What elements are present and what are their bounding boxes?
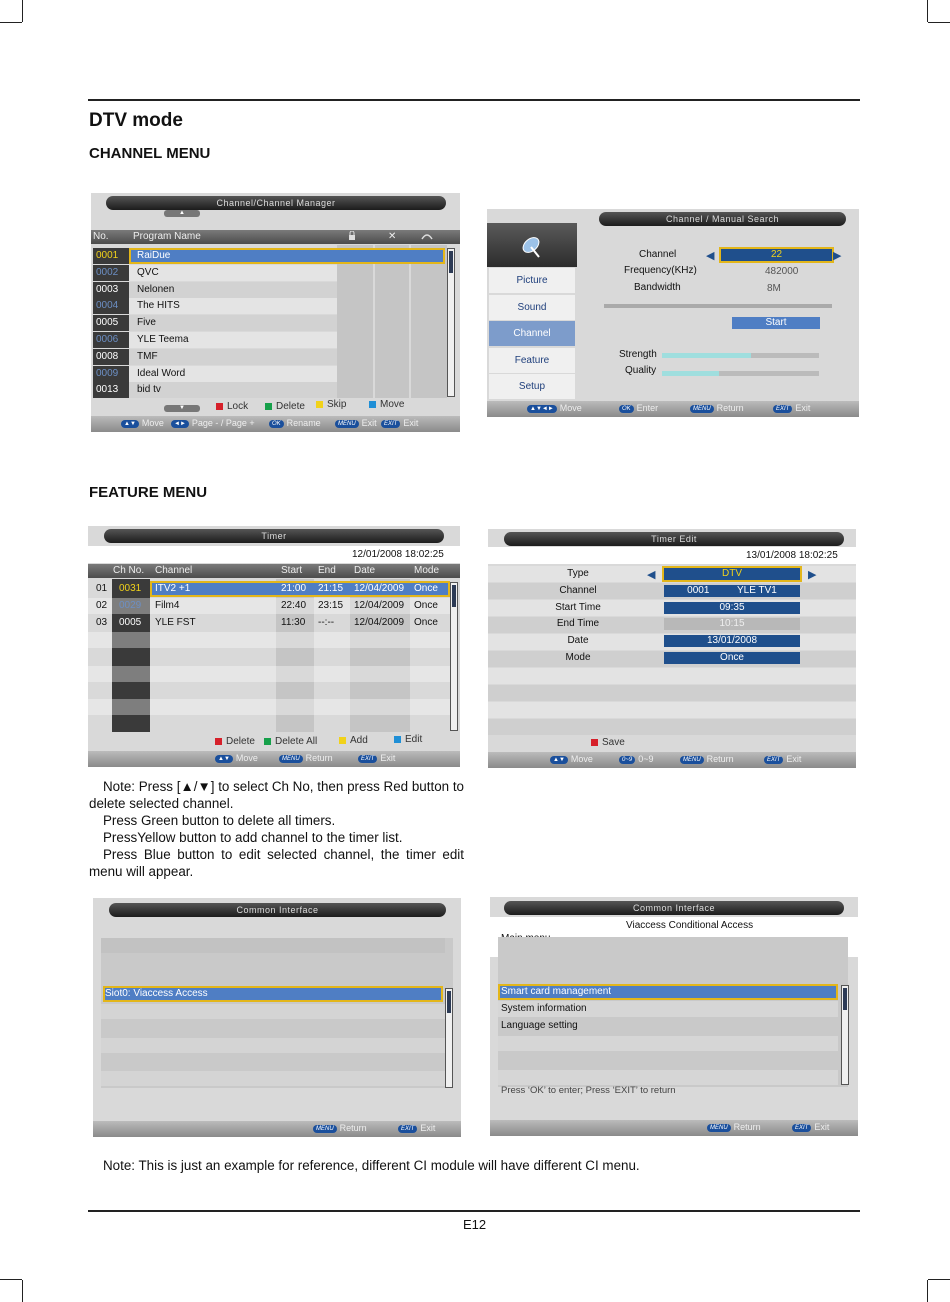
crop-mark [927, 1280, 928, 1302]
start-time: 11:30 [281, 616, 306, 628]
program-name: QVC [137, 266, 159, 278]
table-row[interactable] [129, 332, 337, 348]
scrollbar[interactable] [841, 985, 849, 1085]
timer-row[interactable] [150, 598, 450, 614]
arrow-left-icon[interactable]: ◀ [706, 250, 715, 262]
crop-mark [22, 0, 23, 22]
ci-hint: Press ‘OK’ to enter; Press ‘EXIT’ to return [501, 1085, 676, 1096]
table-row[interactable] [129, 349, 337, 365]
screen-title: Channel / Manual Search [599, 212, 846, 226]
list-item[interactable]: System information [498, 1001, 838, 1017]
field-label: Type [567, 568, 589, 579]
list-item[interactable]: Language setting [501, 1020, 578, 1031]
strength-bar [662, 353, 819, 358]
bandwidth-label: Bandwidth [634, 282, 681, 293]
screen-footer: ▲▼ Move 0~9 0~9 MENU Return EXIT Exit [488, 752, 856, 768]
page-number: E12 [463, 1217, 487, 1232]
menu-item-channel[interactable]: Channel [489, 321, 575, 346]
row-stripe [488, 719, 856, 735]
lock-column [337, 245, 373, 398]
skip-column [411, 245, 447, 398]
field-label: Channel [559, 584, 597, 596]
row-stripe [488, 702, 856, 718]
field-value[interactable]: 10:15 [664, 618, 800, 630]
screen-title: Timer Edit [504, 532, 844, 546]
table-row[interactable] [129, 298, 337, 314]
table-row[interactable] [129, 248, 445, 264]
channel-number: 0008 [93, 349, 129, 365]
datetime: 12/01/2008 18:02:25 [352, 549, 444, 560]
legend-delete-all: Delete All [264, 736, 317, 747]
timer-edit-screen [488, 529, 856, 768]
note-line: PressYellow button to add channel to the timer list. [103, 830, 403, 845]
timer-row[interactable] [150, 615, 450, 631]
mode: Once [414, 616, 438, 628]
channel-number: 0005 [93, 315, 129, 331]
legend-skip: Skip [316, 399, 346, 410]
top-rule [88, 99, 860, 101]
note-line: Press Blue button to edit selected channel, the timer edit menu will appear. [89, 847, 464, 879]
program-name: The HITS [137, 300, 180, 312]
screen-footer: ▲▼◄► Move OK Enter MENU Return EXIT Exit [487, 401, 859, 417]
ci-subtitle: Viaccess Conditional Access [626, 920, 754, 931]
end-time: 23:15 [318, 599, 344, 611]
mode: Once [414, 583, 438, 594]
scroll-up-icon[interactable]: ▲ [164, 210, 200, 217]
crop-mark [927, 0, 928, 22]
crop-mark [22, 1280, 23, 1302]
satellite-dish-icon [519, 233, 547, 259]
screen-footer: MENU Return EXIT Exit [93, 1121, 461, 1137]
delete-icon: ✕ [388, 231, 397, 242]
field-label: Date [567, 635, 589, 647]
start-time: 21:00 [281, 583, 307, 594]
section-channel-menu: CHANNEL MENU [89, 145, 211, 162]
screen-title: Common Interface [109, 903, 446, 917]
lock-icon [347, 231, 357, 246]
note-line: Note: Press [▲/▼] to select Ch No, then press Red button to delete selected channel. [89, 779, 464, 811]
col-name: Program Name [133, 231, 201, 242]
date: 12/04/2009 [354, 599, 405, 611]
arrow-left-icon[interactable]: ◀ [647, 569, 656, 581]
screen-footer: MENU Return EXIT Exit [490, 1120, 858, 1136]
bandwidth-value[interactable]: 8M [767, 283, 781, 294]
screen-title: Timer [104, 529, 444, 543]
program-name: Nelonen [137, 283, 175, 295]
screen-title: Common Interface [504, 901, 844, 915]
channel-number: 0003 [93, 282, 129, 298]
channel-name: YLE FST [155, 616, 196, 628]
legend-lock: Lock [216, 401, 248, 412]
row-stripe [488, 685, 856, 701]
frequency-label: Frequency(KHz) [624, 265, 697, 276]
channel-label: Channel [639, 249, 677, 260]
ch-no: 0029 [119, 599, 142, 611]
row-index: 01 [96, 583, 108, 594]
scrollbar[interactable] [445, 988, 453, 1088]
table-row[interactable] [129, 366, 337, 382]
row-index: 02 [96, 599, 108, 611]
row-index: 03 [96, 616, 108, 628]
field-value[interactable]: Once [664, 652, 800, 664]
col-no: No. [93, 231, 109, 242]
channel-number: 0004 [93, 298, 129, 314]
start-time: 22:40 [281, 599, 307, 611]
scroll-down-icon[interactable]: ▼ [164, 405, 200, 412]
channel-name: Film4 [155, 599, 180, 611]
program-name: bid tv [137, 384, 161, 396]
menu-item-feature[interactable]: Feature [489, 348, 575, 373]
legend-delete: Delete [215, 736, 255, 747]
table-row[interactable] [88, 666, 450, 682]
table-row[interactable] [88, 716, 450, 732]
delete-column [375, 245, 409, 398]
channel-number: 0009 [93, 366, 129, 382]
bottom-rule [88, 1210, 860, 1212]
note-ci: Note: This is just an example for reference, different CI module will have different CI menu. [103, 1158, 640, 1173]
table-row[interactable] [88, 649, 450, 665]
legend-add: Add [339, 735, 368, 746]
ch-no: 0031 [119, 583, 142, 594]
date: 12/04/2009 [354, 616, 405, 628]
program-name: TMF [137, 350, 158, 362]
strength-label: Strength [619, 349, 657, 360]
program-name: Five [137, 317, 156, 329]
crop-mark [0, 22, 22, 23]
save-legend[interactable]: Save [591, 737, 625, 748]
screen-footer: ▲▼ Move ◄► Page - / Page + OK Rename MENU Exit EXIT Exit [91, 416, 460, 432]
date: 12/04/2009 [354, 583, 405, 594]
progress-bar [604, 304, 832, 308]
arrow-right-icon[interactable]: ▶ [808, 569, 817, 581]
channel-number: 0006 [93, 332, 129, 348]
list-item[interactable]: Siot0: Viaccess Access [103, 986, 443, 1002]
menu-item-setup[interactable]: Setup [489, 374, 575, 399]
manual-search-screen [487, 209, 859, 417]
mode: Once [414, 599, 438, 611]
field-value[interactable]: DTV [664, 568, 800, 580]
channel-name: ITV2 +1 [155, 583, 191, 594]
field-label: End Time [556, 618, 600, 630]
timer-screen [88, 526, 460, 767]
scrollbar[interactable] [447, 248, 455, 397]
datetime: 13/01/2008 18:02:25 [746, 550, 838, 561]
end-time: 21:15 [318, 583, 344, 594]
section-feature-menu: FEATURE MENU [89, 484, 208, 501]
table-header [91, 230, 460, 244]
channel-manager-screen [91, 193, 460, 432]
end-time: --:-- [318, 616, 335, 628]
crop-mark [0, 1279, 22, 1280]
ci-screen-left [93, 898, 461, 1137]
field-label: Mode [565, 652, 591, 663]
page-heading: DTV mode [89, 110, 183, 131]
ch-no: 0005 [119, 616, 142, 628]
table-row[interactable] [129, 265, 337, 281]
channel-number: 0002 [93, 265, 129, 281]
quality-label: Quality [625, 365, 657, 376]
legend-delete: Delete [265, 401, 305, 412]
scrollbar[interactable] [450, 582, 458, 731]
row-stripe [488, 668, 856, 684]
legend-move: Move [369, 399, 404, 410]
note-timer [89, 778, 464, 880]
menu-item-picture[interactable]: Picture [489, 268, 575, 293]
arrow-right-icon[interactable]: ▶ [833, 250, 842, 262]
screen-title: Channel/Channel Manager [106, 196, 446, 210]
legend-edit: Edit [394, 734, 422, 745]
frequency-value[interactable]: 482000 [765, 266, 799, 277]
start-button[interactable]: Start [732, 317, 820, 329]
timer-row[interactable] [150, 581, 450, 597]
table-row[interactable] [88, 682, 450, 698]
channel-number: 0013 [93, 382, 129, 398]
channel-number: 0001 [93, 248, 129, 264]
table-header: Ch No. Channel Start End Date Mode [88, 564, 460, 578]
list-item[interactable]: Smart card management [498, 984, 838, 1000]
table-row[interactable] [88, 632, 450, 648]
program-name: YLE Teema [137, 334, 189, 345]
field-label: Start Time [555, 601, 601, 613]
field-value[interactable]: 0001 YLE TV1 [664, 585, 800, 597]
field-value[interactable]: 09:35 [664, 602, 800, 614]
menu-icon-panel [487, 223, 577, 267]
channel-value[interactable]: 22 [721, 249, 832, 261]
table-row[interactable] [129, 382, 337, 398]
skip-icon [421, 231, 433, 246]
table-row[interactable] [129, 315, 337, 331]
table-row[interactable] [88, 699, 450, 715]
screen-footer: ▲▼ Move MENU Return EXIT Exit [88, 751, 460, 767]
menu-item-sound[interactable]: Sound [489, 295, 575, 320]
note-line: Press Green button to delete all timers. [103, 813, 336, 828]
ci-screen-right [490, 897, 858, 1136]
table-row[interactable] [129, 282, 337, 298]
program-name: Ideal Word [137, 367, 186, 379]
quality-bar [662, 371, 819, 376]
crop-mark [928, 1279, 950, 1280]
program-name: RaiDue [137, 250, 171, 261]
crop-mark [928, 22, 950, 23]
field-value[interactable]: 13/01/2008 [664, 635, 800, 647]
